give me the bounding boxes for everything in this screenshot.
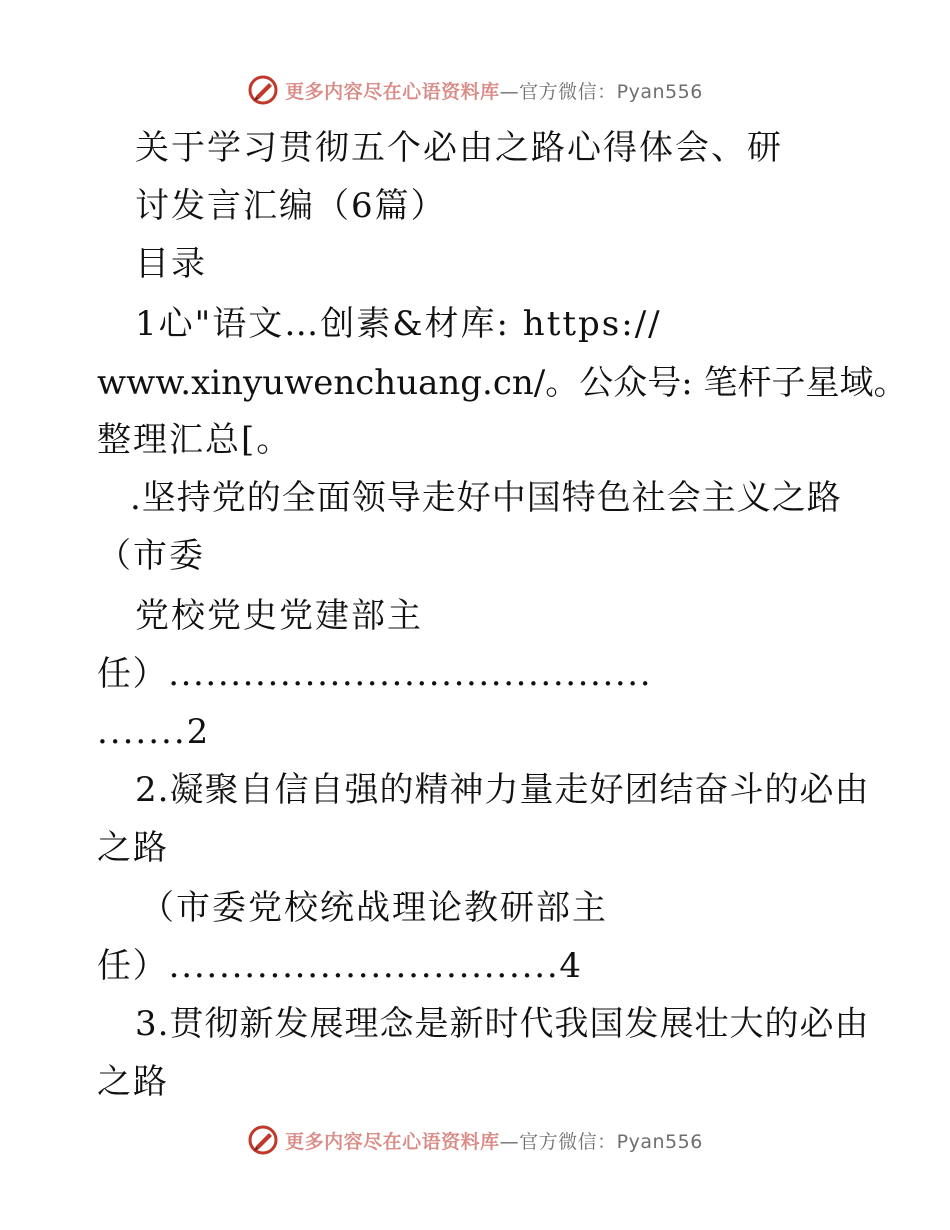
toc-item-2: 2.凝聚自信自强的精神力量走好团结奋斗的必由 (135, 770, 870, 810)
doc-title-line-1: 关于学习贯彻五个必由之路心得体会、研 (135, 128, 783, 168)
toc-item-1-cont: 党校党史党建部主 (135, 596, 423, 636)
footer-banner (0, 1120, 950, 1160)
toc-item-2-cont: 之路 (97, 828, 169, 868)
banner-text: 更多内容尽在心语资料库—官方微信：Pyan556 (285, 1130, 703, 1153)
toc-item-3: 3.贯彻新发展理念是新时代我国发展壮大的必由 (135, 1004, 870, 1044)
header-banner (0, 70, 950, 110)
pen-logo-icon (247, 74, 279, 106)
toc-item-1: .坚持党的全面领导走好中国特色社会主义之路 (130, 478, 842, 518)
doc-line: 整理汇总[。 (97, 420, 293, 460)
doc-title-line-2: 讨发言汇编（6篇） (135, 186, 447, 226)
toc-item-1-cont: （市委 (97, 536, 205, 576)
toc-item-1-leader: 任）....................................... (97, 654, 653, 694)
pen-logo-icon (247, 1124, 279, 1156)
toc-item-3-cont: 之路 (97, 1062, 169, 1102)
toc-item-2-cont: （市委党校统战理论教研部主 (140, 888, 608, 928)
doc-line: www.xinyuwenchuang.cn/。公众号: 笔杆子星域。 (97, 363, 908, 403)
toc-heading: 目录 (135, 244, 207, 284)
doc-line: 1心"语文…创素&材库: https:// (135, 304, 662, 344)
toc-item-2-leader: 任）...............................4 (97, 946, 583, 986)
toc-item-1-page: .......2 (97, 712, 211, 752)
banner-text: 更多内容尽在心语资料库—官方微信：Pyan556 (285, 80, 703, 103)
